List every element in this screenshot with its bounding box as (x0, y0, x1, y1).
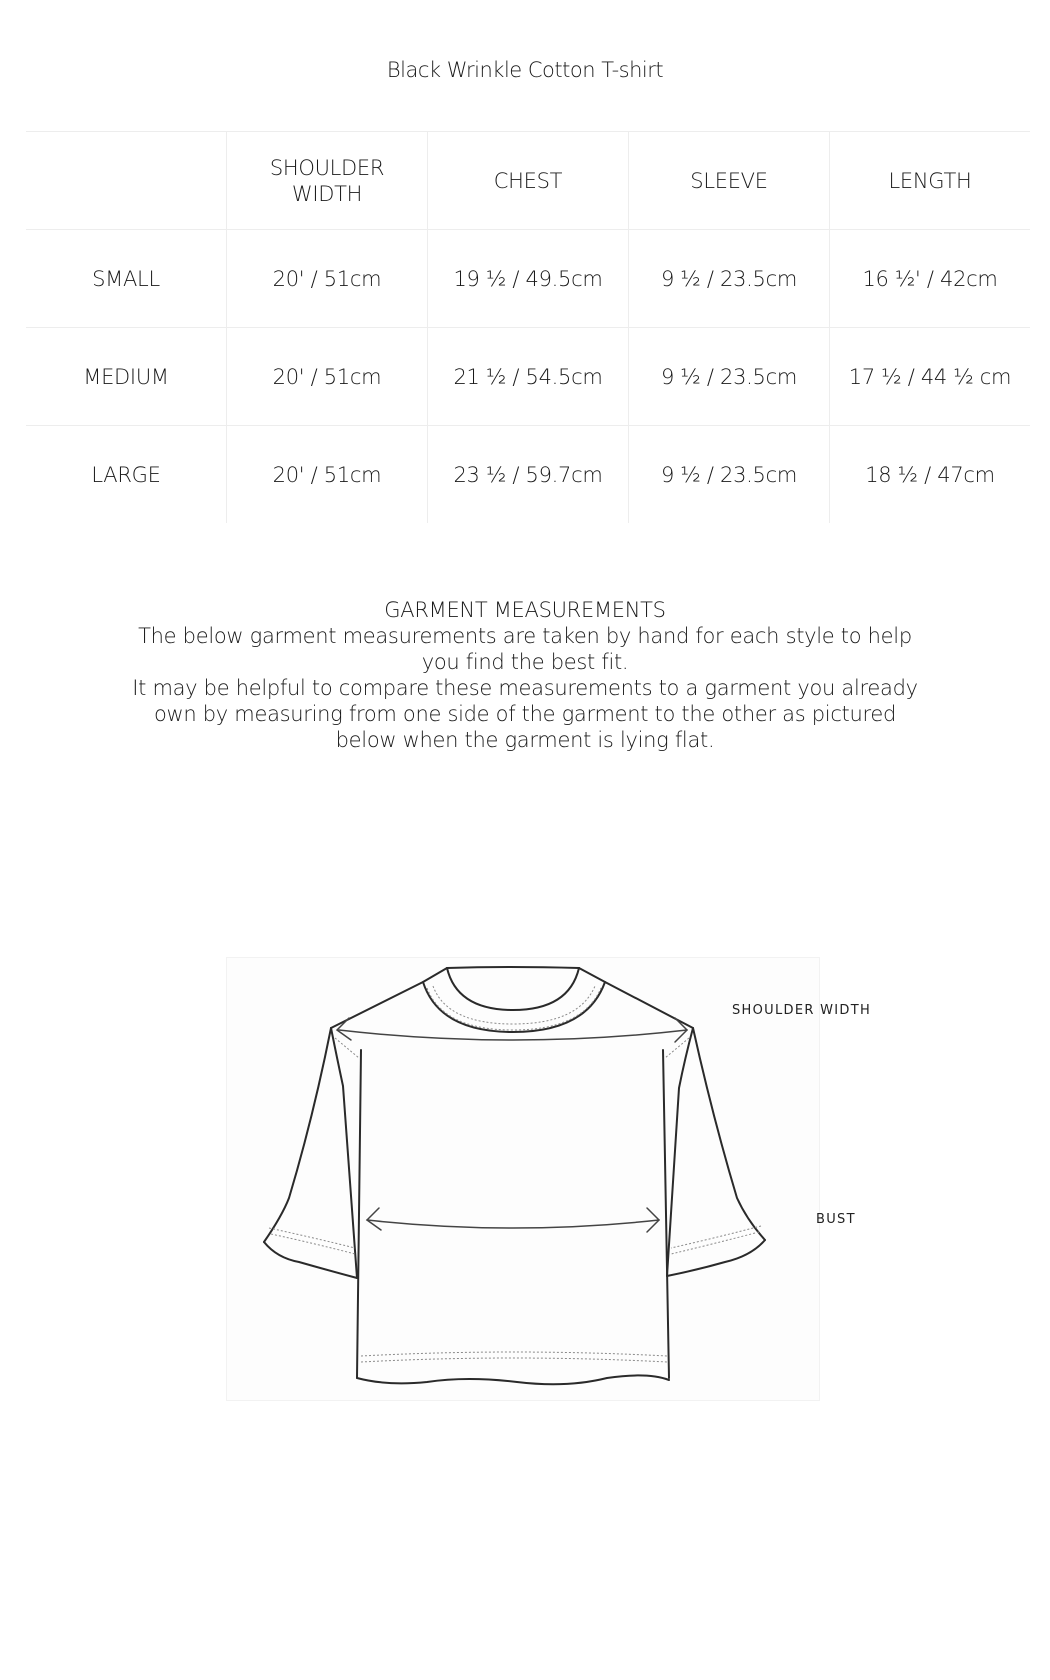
header-empty-cell (26, 132, 227, 230)
length-cell: 16 ½' / 42cm (830, 230, 1031, 328)
shoulder-cell: 20' / 51cm (227, 230, 428, 328)
header-shoulder-line1: SHOULDER (269, 155, 385, 180)
sleeve-cell: 9 ½ / 23.5cm (629, 230, 830, 328)
bust-label: BUST (816, 1212, 856, 1227)
length-cell: 18 ½ / 47cm (865, 462, 995, 487)
measurements-paragraph-1: The below garment measurements are taken by hand for each style to help you find the best fit. (138, 624, 912, 674)
measurements-paragraph-2: It may be helpful to compare these measurements to a garment you already own by measuring from one side of the garment to the other as pictured below when the garment is lying flat. (132, 676, 918, 752)
size-cell: MEDIUM (26, 328, 227, 426)
tshirt-diagram (226, 957, 820, 1401)
chest-cell: 21 ½ / 54.5cm (428, 328, 629, 426)
header-chest: CHEST (428, 132, 629, 230)
sleeve-cell: 9 ½ / 23.5cm (629, 426, 830, 524)
size-cell: SMALL (26, 230, 227, 328)
table-header-row (26, 132, 1030, 230)
size-chart-table (26, 131, 1030, 523)
length-cell: 17 ½ / 44 ½ cm (830, 328, 1031, 426)
tshirt-illustration (227, 958, 819, 1400)
chest-cell: 19 ½ / 49.5cm (428, 230, 629, 328)
table-row (26, 230, 1030, 328)
header-length: LENGTH (830, 132, 1031, 230)
shoulder-cell: 20' / 51cm (227, 426, 428, 524)
measurements-heading: GARMENT MEASUREMENTS (384, 598, 666, 622)
product-title: Black Wrinkle Cotton T-shirt (386, 58, 664, 82)
header-shoulder-line2: WIDTH (291, 181, 363, 206)
size-cell: LARGE (26, 426, 227, 524)
header-sleeve: SLEEVE (629, 132, 830, 230)
shoulder-width-label: SHOULDER WIDTH (732, 1003, 872, 1018)
table-row (26, 426, 1030, 524)
sleeve-cell: 9 ½ / 23.5cm (629, 328, 830, 426)
header-shoulder-width (227, 132, 428, 230)
measurements-info (0, 597, 1050, 753)
chest-cell: 23 ½ / 59.7cm (428, 426, 629, 524)
table-row (26, 328, 1030, 426)
shoulder-cell: 20' / 51cm (227, 328, 428, 426)
